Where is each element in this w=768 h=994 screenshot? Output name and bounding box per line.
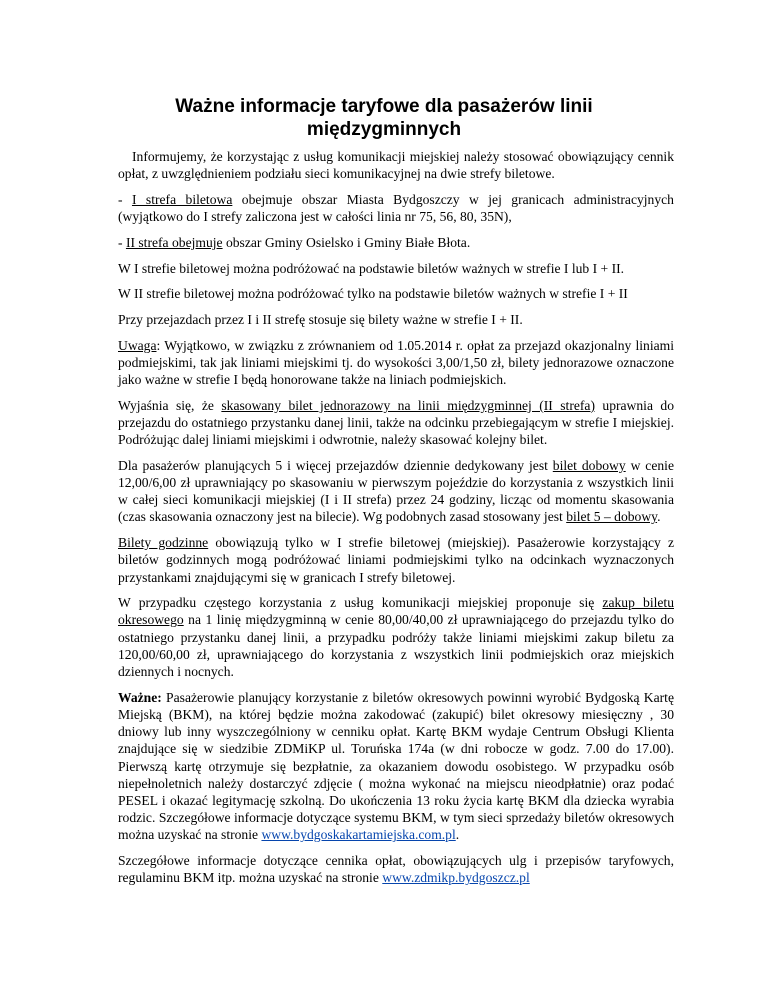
periodic-ticket-label: zakup biletu okresowego bbox=[118, 595, 674, 628]
zone-one-label: I strefa biletowa bbox=[131, 191, 233, 207]
zone-two-text: obszar Gminy Osielsko i Gminy Białe Błota. bbox=[222, 234, 471, 250]
important-paragraph bbox=[118, 689, 674, 844]
note-label: Uwaga bbox=[118, 337, 157, 353]
single-ticket-underlined: skasowany bilet jednorazowy na linii międzygminnej (II strefa) bbox=[221, 397, 595, 413]
hourly-ticket-label: Bilety godzinne bbox=[118, 535, 209, 551]
zone-one-text: obejmuje obszar Miasta Bydgoszczy w jej granicach administracyjnych (wyjątkowo do I strefy zaliczona jest w całości linia nr 75, 56, 80, 35N), bbox=[118, 191, 674, 225]
single-ticket-text-after: uprawnia do przejazdu do ostatniego przystanku danej linii, także na odcinku przebiegającym w strefie I miejskiej. Podróżując dalej liniami miejskimi i odwrotnie, należy skasować kolejny bilet. bbox=[118, 397, 674, 448]
single-ticket-text-before: Wyjaśnia się, że bbox=[118, 397, 222, 413]
daily-ticket-text-before: Dla pasażerów planujących 5 i więcej przejazdów dziennie dedykowany jest bbox=[118, 457, 553, 473]
daily-ticket-label: bilet dobowy bbox=[552, 457, 626, 473]
bkm-website-link[interactable]: www.bydgoskakartamiejska.com.pl bbox=[261, 827, 456, 843]
five-day-ticket-label: bilet 5 – dobowy bbox=[566, 509, 658, 525]
hourly-ticket-paragraph bbox=[118, 534, 674, 586]
document-body bbox=[118, 148, 674, 895]
document-title: Ważne informacje taryfowe dla pasażerów linii międzygminnych bbox=[175, 96, 593, 140]
daily-ticket-text-after: . bbox=[657, 509, 661, 525]
important-label: Ważne: bbox=[118, 689, 162, 705]
zone-one-paragraph bbox=[118, 191, 674, 225]
daily-ticket-text-middle: w cenie 12,00/6,00 zł uprawniający po skasowaniu w pierwszym pojeździe do korzystania z wszystkich linii w całej sieci komunikacji miejskiej (I i II strefa) przez 24 godziny, licząc od momentu skasowania (czas skasowania oznaczony jest na bilecie). Wg podobnych zasad stosowany jest bbox=[118, 457, 674, 525]
important-text: Pasażerowie planujący korzystanie z biletów okresowych powinni wyrobić Bydgoską Kartę Miejską (BKM), na której będzie można zakodować (zakupić) bilet okresowy miesięczny , 30 dniowy lub inny wyszczególniony w cenniku opłat. Kartę BKM wydaje Centrum Obsługi Klienta znajdujące się w siedzibie ZDMiKP ul. Toruńska 174a (w dni robocze w godz. 7.00 do 17.00). Pierwszą kartę otrzymuje się bezpłatnie, za okazaniem dowodu osobistego. W przypadku osób niepełnoletnich należy dostarczyć zdjęcie ( można wykonać na miejscu nieodpłatnie) oraz podać PESEL i okazać legitymację szkolną. Do ukończenia 13 roku życia kartę BKM dla dziecka wyrabia rodzic. Szczegółowe informacje dotyczące systemu BKM, w tym sieci sprzedaży biletów okresowych można uzyskać na stronie bbox=[118, 689, 674, 843]
note-paragraph bbox=[118, 337, 674, 389]
details-paragraph bbox=[118, 852, 674, 886]
zone-two-paragraph bbox=[118, 234, 674, 251]
zone-two-rule-paragraph: W II strefie biletowej można podróżować tylko na podstawie biletów ważnych w strefie I + II bbox=[118, 286, 628, 302]
hourly-ticket-text: obowiązują tylko w I strefie biletowej (miejskiej). Pasażerowie korzystający z biletów godzinnych mogą podróżować liniami podmiejskimi tylko na odcinkach wyznaczonych przystankami znajdującymi się w granicach I strefy biletowej. bbox=[118, 535, 674, 585]
list-dash: - bbox=[118, 191, 132, 207]
details-text: Szczegółowe informacje dotyczące cennika opłat, obowiązujących ulg i przepisów taryfowych, regulaminu BKM itp. można uzyskać na stronie bbox=[118, 853, 674, 886]
periodic-ticket-text-before: W przypadku częstego korzystania z usług komunikacji miejskiej proponuje się bbox=[118, 595, 603, 611]
cross-zone-rule-paragraph: Przy przejazdach przez I i II strefę stosuje się bilety ważne w strefie I + II. bbox=[118, 311, 523, 327]
note-text: : Wyjątkowo, w związku z zrównaniem od 1.05.2014 r. opłat za przejazd okazjonalny liniami podmiejskimi, tak jak liniami miejskimi tj. do wysokości 3,00/1,50 zł, bilety jednorazowe oznaczone jako ważne w strefie I będą honorowane także na liniach podmiejskich. bbox=[118, 337, 674, 388]
intro-paragraph: Informujemy, że korzystając z usług komunikacji miejskiej należy stosować obowiązujący cennik opłat, z uwzględnieniem podziału sieci komunikacyjnej na dwie strefy biletowe. bbox=[118, 149, 674, 182]
periodic-ticket-paragraph bbox=[118, 594, 674, 680]
zdmikp-website-link[interactable]: www.zdmikp.bydgoszcz.pl bbox=[382, 870, 530, 886]
important-text-after: . bbox=[455, 827, 460, 843]
single-ticket-paragraph bbox=[118, 397, 674, 449]
zone-one-rule-paragraph: W I strefie biletowej można podróżować na podstawie biletów ważnych w strefie I lub I + II. bbox=[118, 260, 625, 276]
zone-two-label: II strefa obejmuje bbox=[125, 234, 223, 250]
daily-ticket-paragraph bbox=[118, 457, 674, 526]
periodic-ticket-text-after: na 1 linię międzygminną w cenie 80,00/40,00 zł uprawniającego do przejazdu tylko do ostatniego przystanku danej linii, a przypadku podróży także liniami miejskimi zakup biletu za 120,00/60,00 zł, uprawniającego do korzystania z wszystkich linii podmiejskich oraz miejskich dziennych i nocnych. bbox=[118, 612, 674, 680]
list-dash: - bbox=[118, 234, 126, 250]
